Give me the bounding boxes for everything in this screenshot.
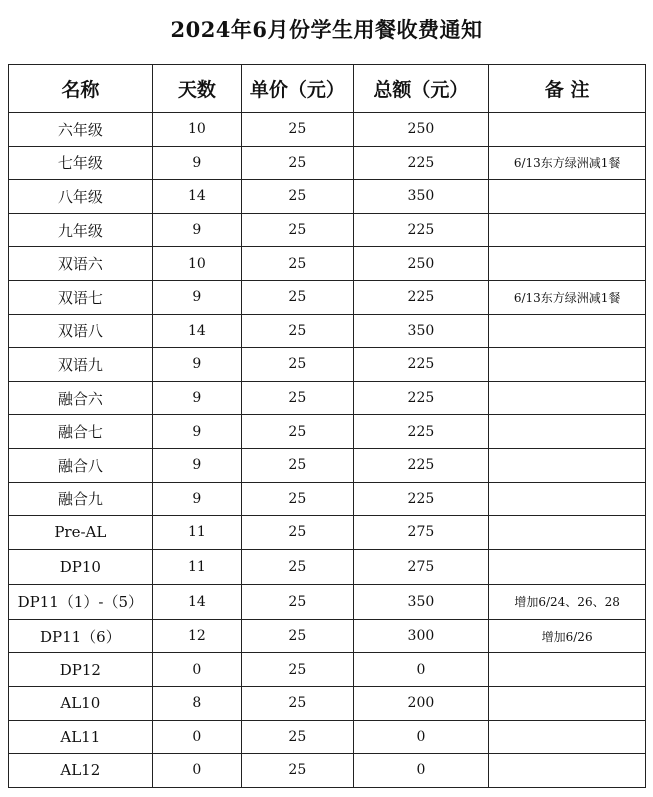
cell-days: 14 [152,180,241,214]
cell-total: 225 [353,213,489,247]
cell-days: 9 [152,146,241,180]
cell-price: 25 [242,180,354,214]
header-name: 名称 [9,65,153,113]
table-row [9,381,646,415]
table-header-row [9,65,646,113]
cell-name: AL11 [9,720,153,754]
cell-note [489,686,646,720]
table-row [9,280,646,314]
cell-days: 9 [152,348,241,382]
cell-days: 9 [152,280,241,314]
cell-total: 300 [353,619,489,653]
cell-note: 增加6/26 [489,619,646,653]
cell-note: 6/13东方绿洲减1餐 [489,146,646,180]
cell-price: 25 [242,448,354,482]
table-row [9,516,646,550]
cell-note [489,549,646,584]
cell-price: 25 [242,213,354,247]
cell-price: 25 [242,381,354,415]
cell-name: AL10 [9,686,153,720]
table-row [9,146,646,180]
cell-name: 融合七 [9,415,153,449]
cell-note: 增加6/24、26、28 [489,584,646,619]
cell-name: 六年级 [9,113,153,147]
cell-price: 25 [242,146,354,180]
cell-name: 融合八 [9,448,153,482]
table-row [9,653,646,687]
cell-price: 25 [242,348,354,382]
cell-days: 0 [152,720,241,754]
cell-days: 11 [152,516,241,550]
cell-note [489,113,646,147]
cell-total: 350 [353,180,489,214]
cell-total: 225 [353,482,489,516]
cell-days: 0 [152,653,241,687]
cell-total: 350 [353,314,489,348]
table-row [9,113,646,147]
cell-price: 25 [242,584,354,619]
cell-name: 双语七 [9,280,153,314]
cell-name: DP11（6） [9,619,153,653]
cell-note [489,448,646,482]
cell-price: 25 [242,247,354,281]
cell-note: 6/13东方绿洲减1餐 [489,280,646,314]
table-row [9,348,646,382]
table-row [9,247,646,281]
cell-days: 9 [152,482,241,516]
cell-days: 14 [152,584,241,619]
cell-name: 七年级 [9,146,153,180]
cell-price: 25 [242,686,354,720]
cell-note [489,754,646,788]
table-body [9,113,646,788]
cell-days: 10 [152,113,241,147]
cell-price: 25 [242,754,354,788]
cell-price: 25 [242,619,354,653]
cell-total: 225 [353,448,489,482]
cell-note [489,653,646,687]
cell-name: 融合九 [9,482,153,516]
page-title: 2024年6月份学生用餐收费通知 [170,17,483,42]
cell-name: Pre-AL [9,516,153,550]
cell-note [489,213,646,247]
table-row [9,314,646,348]
header-note: 备 注 [489,65,646,113]
cell-price: 25 [242,549,354,584]
cell-name: DP10 [9,549,153,584]
cell-note [489,180,646,214]
cell-note [489,314,646,348]
table-row [9,619,646,653]
table-row [9,754,646,788]
cell-price: 25 [242,415,354,449]
cell-total: 225 [353,415,489,449]
cell-total: 0 [353,720,489,754]
header-price: 单价（元） [242,65,354,113]
table-row [9,213,646,247]
cell-days: 14 [152,314,241,348]
cell-price: 25 [242,482,354,516]
cell-total: 275 [353,516,489,550]
cell-total: 275 [353,549,489,584]
cell-days: 8 [152,686,241,720]
cell-name: 九年级 [9,213,153,247]
cell-price: 25 [242,516,354,550]
table-row [9,686,646,720]
cell-note [489,516,646,550]
cell-name: DP12 [9,653,153,687]
cell-total: 200 [353,686,489,720]
table-row [9,584,646,619]
cell-note [489,482,646,516]
cell-note [489,381,646,415]
cell-total: 225 [353,146,489,180]
table-row [9,448,646,482]
cell-days: 9 [152,448,241,482]
cell-days: 9 [152,213,241,247]
cell-total: 250 [353,113,489,147]
table-row [9,415,646,449]
cell-days: 10 [152,247,241,281]
cell-name: DP11（1）-（5） [9,584,153,619]
cell-days: 0 [152,754,241,788]
cell-price: 25 [242,280,354,314]
cell-price: 25 [242,653,354,687]
cell-name: 融合六 [9,381,153,415]
table-row [9,720,646,754]
cell-total: 225 [353,280,489,314]
header-days: 天数 [152,65,241,113]
cell-total: 350 [353,584,489,619]
cell-name: 双语六 [9,247,153,281]
cell-note [489,720,646,754]
cell-days: 12 [152,619,241,653]
cell-total: 0 [353,653,489,687]
table-row [9,549,646,584]
cell-days: 9 [152,415,241,449]
cell-name: AL12 [9,754,153,788]
cell-total: 225 [353,381,489,415]
cell-note [489,348,646,382]
cell-total: 225 [353,348,489,382]
header-total: 总额（元） [353,65,489,113]
cell-note [489,247,646,281]
cell-total: 0 [353,754,489,788]
cell-price: 25 [242,314,354,348]
cell-days: 11 [152,549,241,584]
cell-name: 八年级 [9,180,153,214]
cell-name: 双语八 [9,314,153,348]
cell-total: 250 [353,247,489,281]
table-row [9,180,646,214]
cell-name: 双语九 [9,348,153,382]
table-row [9,482,646,516]
cell-days: 9 [152,381,241,415]
cell-note [489,415,646,449]
cell-price: 25 [242,113,354,147]
fee-table [8,64,646,788]
cell-price: 25 [242,720,354,754]
